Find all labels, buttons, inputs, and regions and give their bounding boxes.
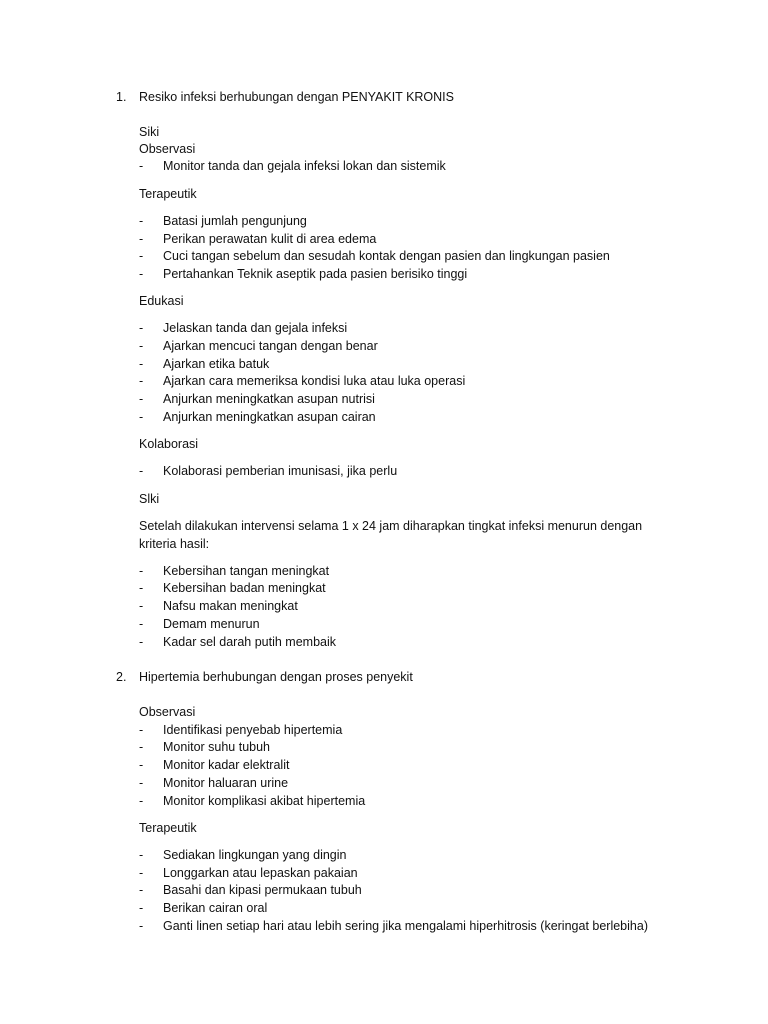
item1-number: 1. [116, 90, 127, 104]
bullet-dash: - [139, 159, 144, 173]
item2-number: 2. [116, 670, 127, 684]
list-item: Monitor suhu tubuh [163, 740, 271, 754]
item2-title: Hipertemia berhubungan dengan proses penyekit [139, 670, 413, 684]
bullet-dash: - [139, 901, 144, 915]
list-item: Monitor haluaran urine [163, 776, 289, 790]
item1-title: Resiko infeksi berhubungan dengan PENYAKIT KRONIS [139, 90, 454, 104]
list-item: Pertahankan Teknik aseptik pada pasien berisiko tinggi [163, 267, 468, 281]
bullet-dash: - [139, 232, 144, 246]
bullet-dash: - [139, 617, 144, 631]
list-item: Monitor kadar elektralit [163, 758, 290, 772]
list-item: Jelaskan tanda dan gejala infeksi [163, 321, 348, 335]
bullet-dash: - [139, 635, 144, 649]
bullet-dash: - [139, 581, 144, 595]
bullet-dash: - [139, 758, 144, 772]
siki-heading: Siki [139, 125, 160, 139]
list-item: Monitor tanda dan gejala infeksi lokan dan sistemik [163, 159, 446, 173]
list-item: Anjurkan meningkatkan asupan nutrisi [163, 392, 375, 406]
bullet-dash: - [139, 339, 144, 353]
slki-paragraph-line1: Setelah dilakukan intervensi selama 1 x 24 jam diharapkan tingkat infeksi menurun dengan [139, 519, 643, 533]
list-item: Ajarkan cara memeriksa kondisi luka atau luka operasi [163, 374, 466, 388]
list-item: Anjurkan meningkatkan asupan cairan [163, 410, 376, 424]
bullet-dash: - [139, 564, 144, 578]
observasi-heading: Observasi [139, 705, 196, 719]
bullet-dash: - [139, 464, 144, 478]
list-item: Longgarkan atau lepaskan pakaian [163, 866, 358, 880]
bullet-dash: - [139, 883, 144, 897]
list-item: Demam menurun [163, 617, 260, 631]
list-item: Kadar sel darah putih membaik [163, 635, 337, 649]
list-item: Sediakan lingkungan yang dingin [163, 848, 347, 862]
bullet-dash: - [139, 794, 144, 808]
bullet-dash: - [139, 357, 144, 371]
list-item: Berikan cairan oral [163, 901, 268, 915]
kolaborasi-heading: Kolaborasi [139, 437, 199, 451]
bullet-dash: - [139, 776, 144, 790]
bullet-dash: - [139, 214, 144, 228]
slki-heading: Slki [139, 492, 160, 506]
bullet-dash: - [139, 374, 144, 388]
list-item: Basahi dan kipasi permukaan tubuh [163, 883, 362, 897]
bullet-dash: - [139, 392, 144, 406]
list-item: Nafsu makan meningkat [163, 599, 298, 613]
terapeutik-heading: Terapeutik [139, 821, 197, 835]
list-item: Kebersihan tangan meningkat [163, 564, 330, 578]
bullet-dash: - [139, 599, 144, 613]
slki-paragraph-line2: kriteria hasil: [139, 537, 210, 551]
list-item: Ajarkan etika batuk [163, 357, 270, 371]
observasi-heading: Observasi [139, 142, 196, 156]
list-item: Batasi jumlah pengunjung [163, 214, 307, 228]
list-item: Ajarkan mencuci tangan dengan benar [163, 339, 378, 353]
edukasi-heading: Edukasi [139, 294, 184, 308]
terapeutik-heading: Terapeutik [139, 187, 197, 201]
list-item: Kebersihan badan meningkat [163, 581, 326, 595]
bullet-dash: - [139, 866, 144, 880]
bullet-dash: - [139, 848, 144, 862]
bullet-dash: - [139, 740, 144, 754]
list-item: Kolaborasi pemberian imunisasi, jika perlu [163, 464, 398, 478]
list-item: Ganti linen setiap hari atau lebih sering jika mengalami hiperhitrosis (keringat berlebiha) [163, 919, 648, 933]
list-item: Perikan perawatan kulit di area edema [163, 232, 377, 246]
list-item: Monitor komplikasi akibat hipertemia [163, 794, 366, 808]
bullet-dash: - [139, 249, 144, 263]
bullet-dash: - [139, 919, 144, 933]
list-item: Cuci tangan sebelum dan sesudah kontak dengan pasien dan lingkungan pasien [163, 249, 610, 263]
bullet-dash: - [139, 267, 144, 281]
list-item: Identifikasi penyebab hipertemia [163, 723, 343, 737]
bullet-dash: - [139, 321, 144, 335]
bullet-dash: - [139, 723, 144, 737]
bullet-dash: - [139, 410, 144, 424]
